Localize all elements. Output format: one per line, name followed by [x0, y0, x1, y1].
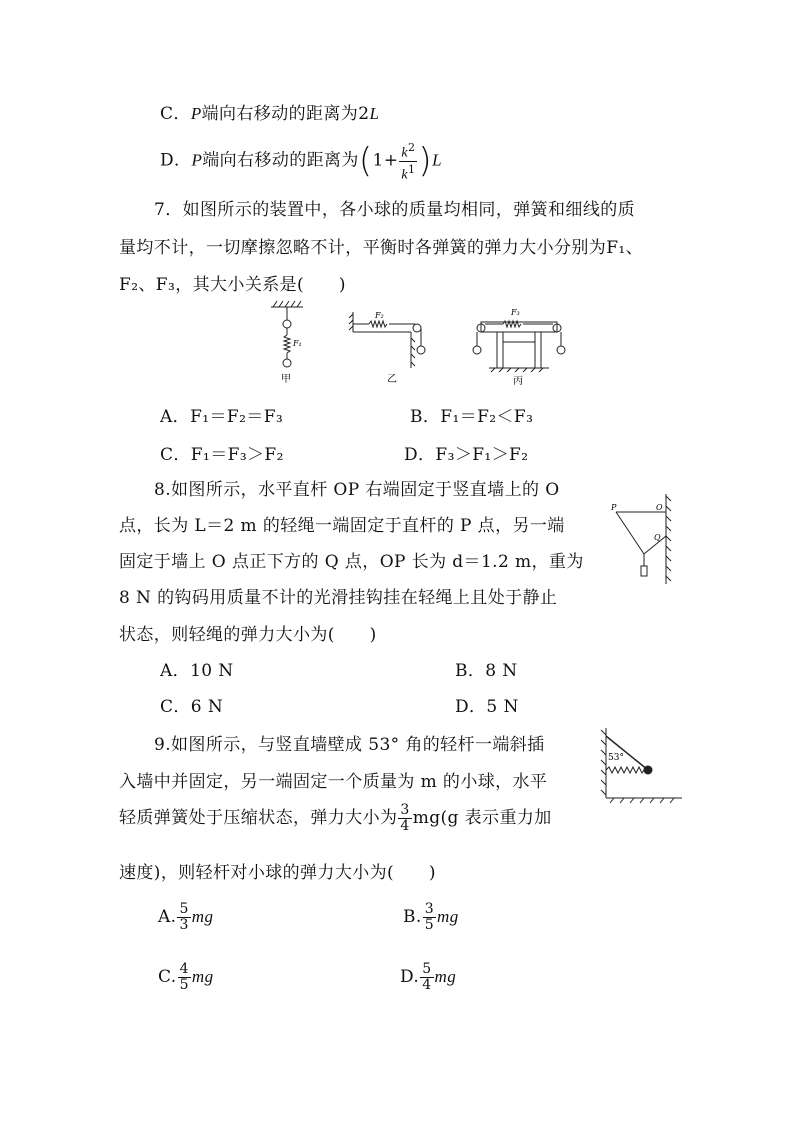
q9-stem-line2: 入墙中并固定，另一端固定一个质量为 m 的小球，水平: [119, 772, 548, 792]
q6-option-c: C．P端向右移动的距离为2L: [160, 104, 380, 124]
q8-figure: [610, 492, 674, 588]
q8-label-q: Q: [654, 533, 661, 542]
q7-label-f3: F₃: [511, 308, 520, 317]
q9-stem-line3: 轻质弹簧处于压缩状态，弹力大小为 $\frac{3}{4}$ mg(g 表示重力加: [119, 802, 552, 834]
q9-option-d: D. $\frac{5}{4}$ mg: [400, 961, 457, 993]
q9-stem-line1: 9.如图所示，与竖直墙壁成 53° 角的轻杆一端斜插: [154, 735, 545, 755]
q8-stem-line4: 8 N 的钩码用质量不计的光滑挂钩挂在轻绳上且处于静止: [119, 588, 558, 608]
q7-option-a: A．F₁＝F₂＝F₃: [160, 407, 284, 427]
q8-stem-line3: 固定于墙上 O 点正下方的 Q 点，OP 长为 d＝1.2 m，重为: [119, 552, 584, 572]
q8-option-d: D．5 N: [455, 697, 519, 717]
q7-stem-line2: 量均不计，一切摩擦忽略不计，平衡时各弹簧的弹力大小分别为F₁、: [119, 238, 644, 258]
q8-option-b: B．8 N: [455, 661, 518, 681]
q7-option-b: B．F₁＝F₂＜F₃: [410, 407, 534, 427]
q7-fig-bing: [473, 321, 565, 372]
q9-figure: [598, 724, 688, 804]
q9-option-b: B. $\frac{3}{5}$ mg: [403, 901, 459, 933]
q7-stem-line3: F₂、F₃，其大小关系是( ): [119, 275, 346, 295]
q7-caption-yi: 乙: [387, 374, 397, 385]
q9-fraction: $\frac{3}{4}$: [400, 802, 410, 834]
q7-caption-bing: 丙: [513, 376, 523, 387]
q6-d-fraction: $\frac{k^2}{k^1}$: [401, 141, 416, 183]
q8-option-c: C．6 N: [160, 697, 224, 717]
q7-label-f2: F₂: [375, 311, 384, 320]
q8-option-a: A．10 N: [160, 661, 234, 681]
q7-option-c: C．F₁＝F₃＞F₂: [160, 445, 284, 465]
q9-option-a: A. $\frac{5}{3}$ mg: [158, 901, 214, 933]
q7-caption-jia: 甲: [281, 374, 291, 385]
q8-label-o: O: [656, 503, 663, 512]
q8-stem-line5: 状态，则轻绳的弹力大小为( ): [119, 625, 377, 645]
q7-stem-line1: 7．如图所示的装置中，各小球的质量均相同，弹簧和细线的质: [154, 200, 636, 220]
q7-fig-yi: [349, 312, 425, 368]
q9-option-c: C. $\frac{4}{5}$ mg: [158, 961, 214, 993]
q7-option-d: D．F₃＞F₁＞F₂: [404, 445, 529, 465]
q9-stem-line4: 速度)，则轻杆对小球的弹力大小为( ): [119, 863, 436, 883]
q6-option-d: D．P端向右移动的距离为(1+ $\frac{k^2}{k^1}$ )L: [160, 141, 442, 183]
q9-angle-label: 53°: [608, 753, 624, 763]
q8-label-p: P: [611, 503, 617, 512]
q7-figure: [265, 298, 585, 390]
q7-fig-jia: [271, 301, 303, 367]
q7-label-f1: F₁: [293, 339, 302, 348]
q8-stem-line1: 8.如图所示，水平直杆 OP 右端固定于竖直墙上的 O: [154, 480, 560, 500]
q8-stem-line2: 点，长为 L＝2 m 的轻绳一端固定于直杆的 P 点，另一端: [119, 516, 565, 536]
